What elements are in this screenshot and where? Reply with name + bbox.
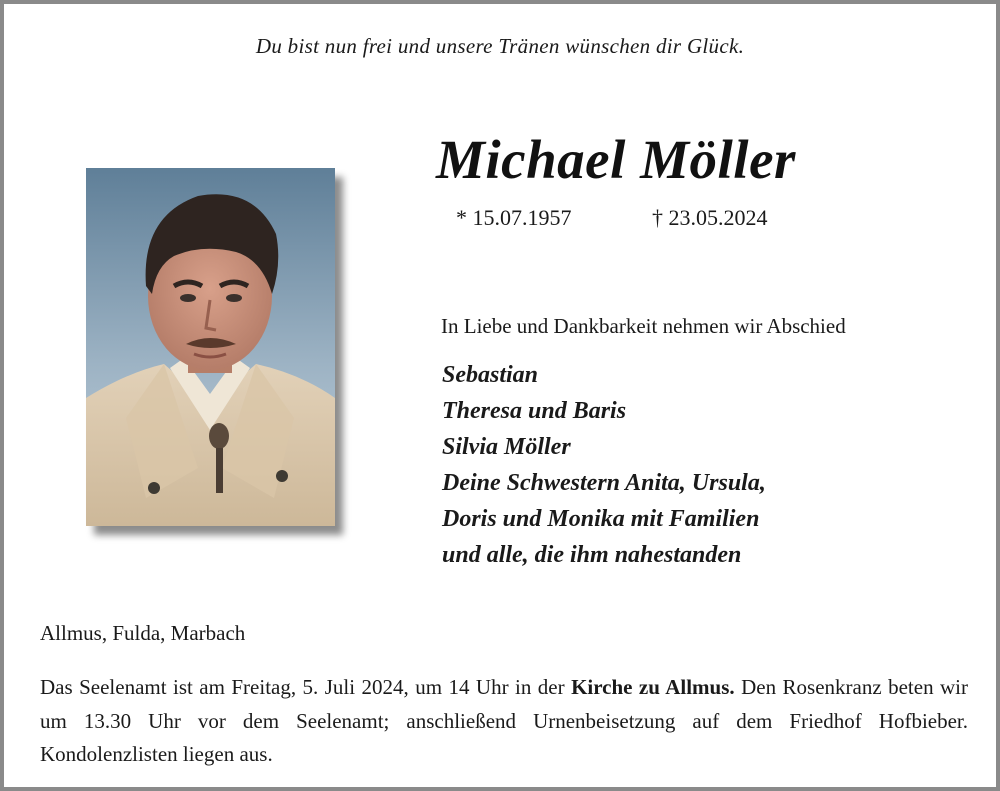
farewell-line: In Liebe und Dankbarkeit nehmen wir Abschied — [441, 314, 846, 338]
service-text-before: Das Seelenamt ist am Freitag, 5. Juli 2024, um 14 Uhr in der — [40, 675, 572, 699]
mourner-item: Deine Schwestern Anita, Ursula, — [442, 470, 766, 496]
mourners-list — [442, 357, 766, 573]
death-date: † 23.05.2024 — [652, 205, 768, 230]
service-notice — [40, 671, 968, 772]
portrait-photo — [86, 168, 335, 526]
motto: Du bist nun frei und unsere Tränen wünschen dir Glück. — [255, 34, 745, 58]
mourner-item: Theresa und Baris — [442, 398, 627, 424]
deceased-name: Michael Möller — [436, 129, 796, 190]
mourner-item: und alle, die ihm nahestanden — [442, 542, 742, 568]
mourner-item: Sebastian — [442, 362, 539, 388]
birth-date: * 15.07.1957 — [456, 205, 572, 230]
mourner-item: Silvia Möller — [442, 434, 571, 460]
mourner-item: Doris und Monika mit Familien — [442, 506, 760, 532]
service-text-after: Den Rosenkranz beten wir um 13.30 Uhr vor dem Seelenamt; anschließend Urnenbeisetzung auf dem Friedhof Hofbieber. Kondolenzlisten liegen aus. — [40, 675, 969, 766]
portrait-image — [86, 168, 335, 526]
places-line: Allmus, Fulda, Marbach — [40, 621, 246, 645]
service-location: Kirche zu Allmus. — [571, 675, 735, 699]
